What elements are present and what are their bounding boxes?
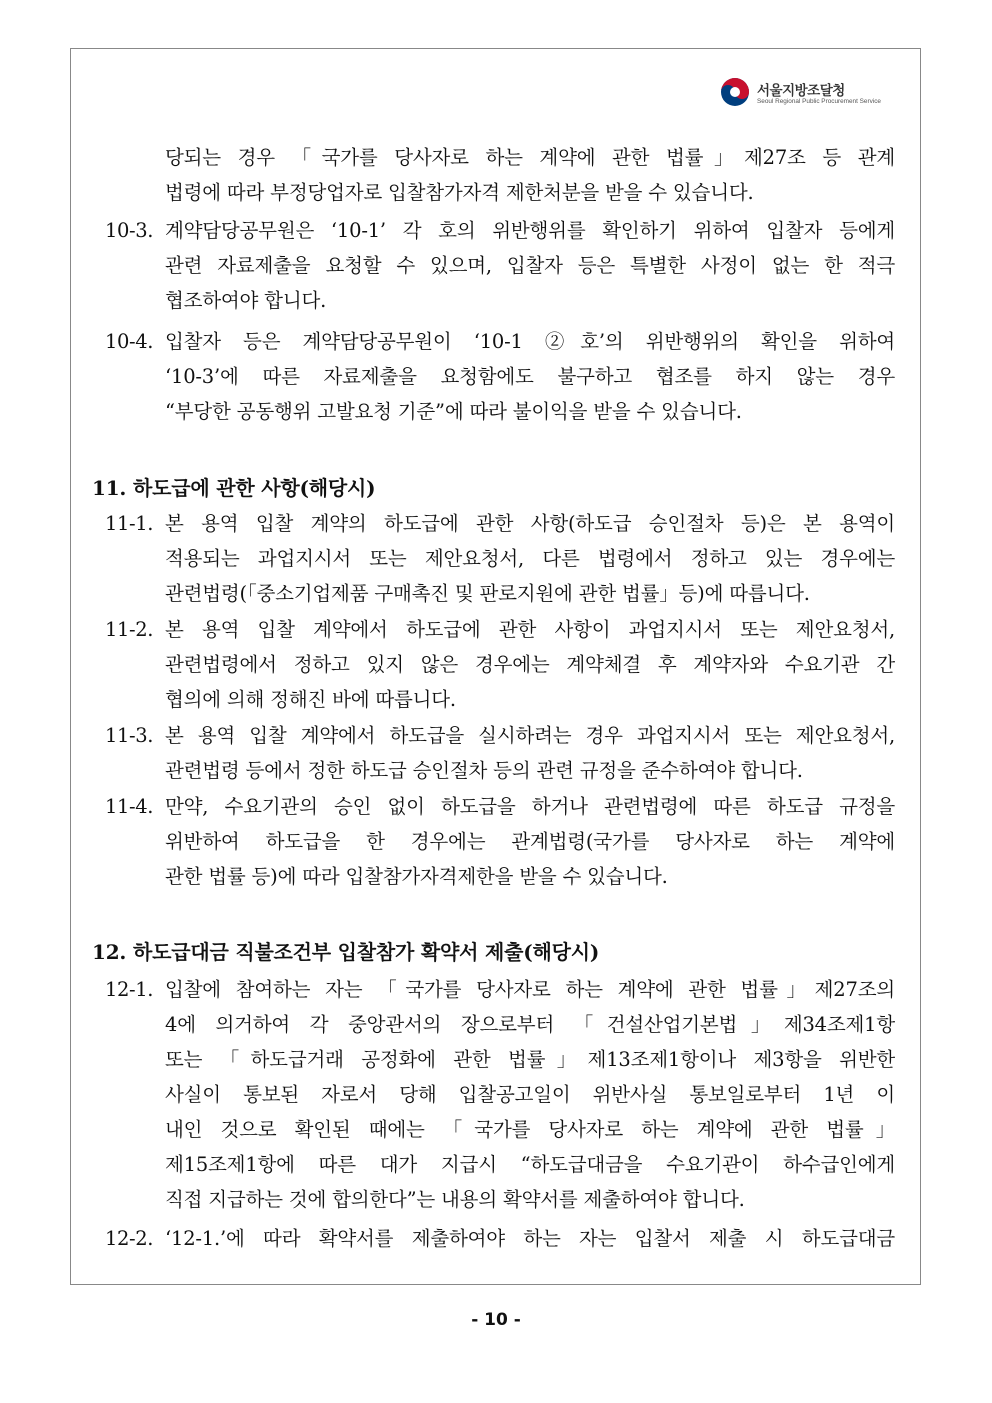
- item-number: 11-3.: [105, 724, 154, 747]
- paragraph-line: 입찰에 참여하는 자는 「국가를 당사자로 하는 계약에 관한 법률」제27조의: [165, 978, 895, 1001]
- paragraph-line: 사실이 통보된 자로서 당해 입찰공고일이 위반사실 통보일로부터 1년 이: [165, 1083, 895, 1106]
- item-number: 11-1.: [105, 512, 154, 535]
- paragraph-line: 4에 의거하여 각 중앙관서의 장으로부터 「건설산업기본법」제34조제1항: [165, 1013, 895, 1036]
- paragraph-line: 또는 「하도급거래 공정화에 관한 법률」제13조제1항이나 제3항을 위반한: [165, 1048, 895, 1071]
- section-heading: 12. 하도급대금 직불조건부 입찰참가 확약서 제출(해당시): [92, 940, 600, 964]
- item-number: 11-2.: [105, 618, 154, 641]
- paragraph-line: 관련법령 등에서 정한 하도급 승인절차 등의 관련 규정을 준수하여야 합니다.: [165, 759, 803, 782]
- item-number: 12-2.: [105, 1227, 154, 1250]
- paragraph-line: 협조하여야 합니다.: [165, 289, 327, 312]
- paragraph-line: 본 용역 입찰 계약에서 하도급에 관한 사항이 과업지시서 또는 제안요청서,: [165, 618, 895, 641]
- paragraph-line: 관련 자료제출을 요청할 수 있으며, 입찰자 등은 특별한 사정이 없는 한 적극: [165, 254, 895, 277]
- paragraph-line: ‘10-3’에 따른 자료제출을 요청함에도 불구하고 협조를 하지 않는 경우: [165, 365, 895, 388]
- paragraph-line: ‘12-1.’에 따라 확약서를 제출하여야 하는 자는 입찰서 제출 시 하도급대금: [165, 1227, 895, 1250]
- paragraph-line: 협의에 의해 정해진 바에 따릅니다.: [165, 688, 456, 711]
- page-number: - 10 -: [471, 1310, 521, 1330]
- paragraph-line: 관련법령에서 정하고 있지 않은 경우에는 계약체결 후 계약자와 수요기관 간: [165, 653, 895, 676]
- logo-english-name: Seoul Regional Public Procurement Service: [757, 98, 881, 105]
- paragraph-line: 당되는 경우 「국가를 당사자로 하는 계약에 관한 법률」제27조 등 관계: [165, 146, 895, 169]
- paragraph-line: 계약담당공무원은 ‘10-1’ 각 호의 위반행위를 확인하기 위하여 입찰자 등에게: [165, 219, 895, 242]
- paragraph-line: 관한 법률 등)에 따라 입찰참가자격제한을 받을 수 있습니다.: [165, 865, 668, 888]
- paragraph-line: 내인 것으로 확인된 때에는 「국가를 당사자로 하는 계약에 관한 법률」: [165, 1118, 895, 1141]
- logo-korean-name: 서울지방조달청: [757, 83, 845, 99]
- item-number: 10-3.: [105, 219, 154, 242]
- paragraph-line: 본 용역 입찰 계약의 하도급에 관한 사항(하도급 승인절차 등)은 본 용역이: [165, 512, 895, 535]
- paragraph-line: 적용되는 과업지시서 또는 제안요청서, 다른 법령에서 정하고 있는 경우에는: [165, 547, 895, 570]
- item-number: 10-4.: [105, 330, 154, 353]
- paragraph-line: “부당한 공동행위 고발요청 기준”에 따라 불이익을 받을 수 있습니다.: [165, 400, 742, 423]
- paragraph-line: 본 용역 입찰 계약에서 하도급을 실시하려는 경우 과업지시서 또는 제안요청서,: [165, 724, 895, 747]
- paragraph-line: 입찰자 등은 계약담당공무원이 ‘10-1 ②호’의 위반행위의 확인을 위하여: [165, 330, 895, 353]
- paragraph-line: 만약, 수요기관의 승인 없이 하도급을 하거나 관련법령에 따른 하도급 규정을: [165, 795, 895, 818]
- paragraph-line: 위반하여 하도급을 한 경우에는 관계법령(국가를 당사자로 하는 계약에: [165, 830, 895, 853]
- paragraph-line: 법령에 따라 부정당업자로 입찰참가자격 제한처분을 받을 수 있습니다.: [165, 181, 754, 204]
- item-number: 12-1.: [105, 978, 154, 1001]
- section-heading: 11. 하도급에 관한 사항(해당시): [92, 476, 376, 500]
- paragraph-line: 제15조제1항에 따른 대가 지급시 “하도급대금을 수요기관이 하수급인에게: [165, 1153, 895, 1176]
- paragraph-line: 직접 지급하는 것에 합의한다”는 내용의 확약서를 제출하여야 합니다.: [165, 1188, 745, 1211]
- item-number: 11-4.: [105, 795, 154, 818]
- paragraph-line: 관련법령(「중소기업제품 구매촉진 및 판로지원에 관한 법률」등)에 따릅니다.: [165, 582, 810, 605]
